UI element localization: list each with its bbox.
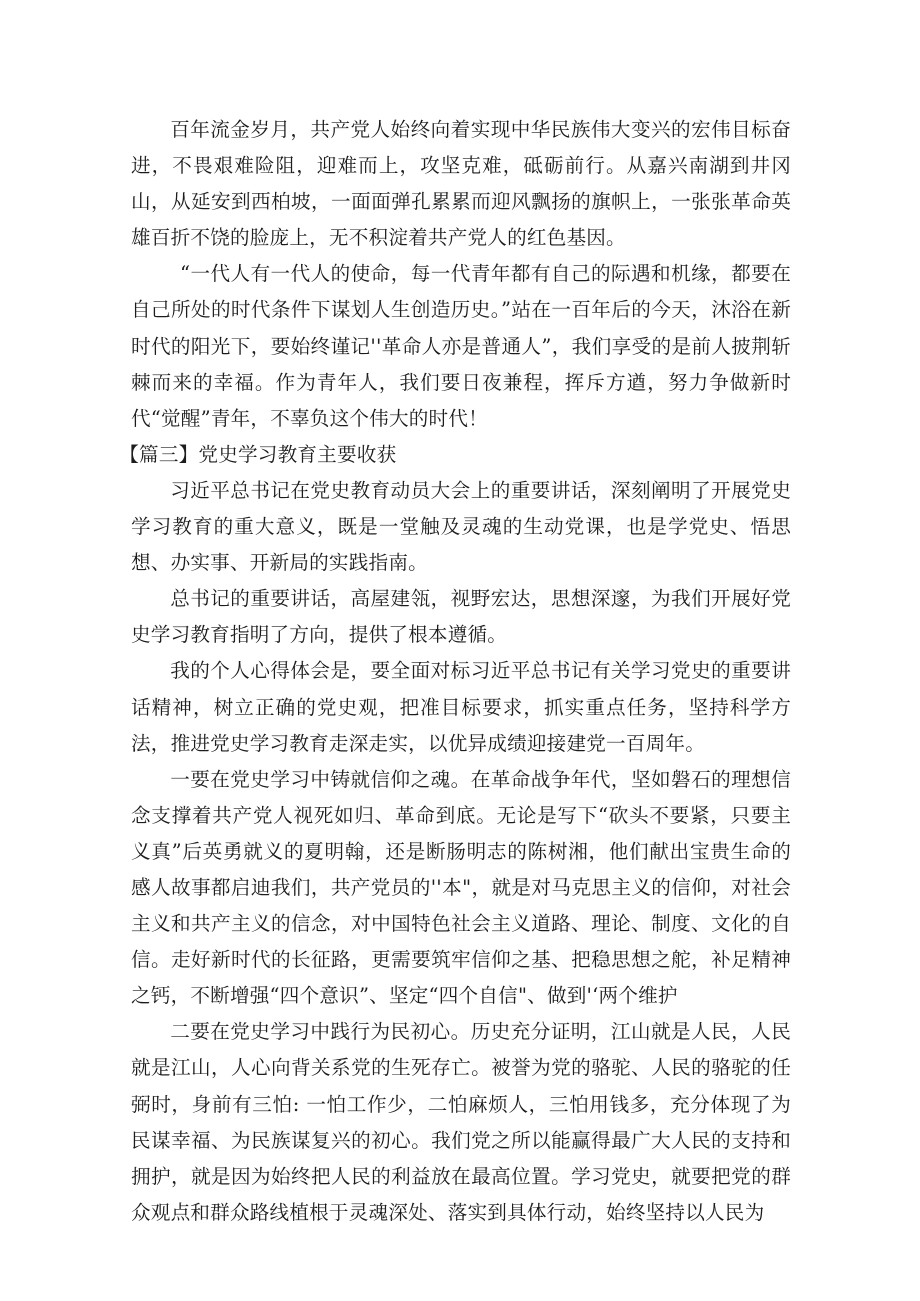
paragraph-people-first: 二要在党史学习中践行为民初心。历史充分证明，江山就是人民，人民就是江山，人心向背关系党的生死存亡。被誉为党的骆驼、人民的骆驼的任弼时，身前有三怕: 一怕工作少，二怕麻烦人，三怕用钱多，充分体现了为民谋幸福、为民族谋复兴的初心。我们党之所以能赢得最广大人民的支持和拥护，就是因为始终把人民的利益放在最高位置。学习党史，就要把党的群众观点和群众路线植根于灵魂深处、落实到具体行动，始终坚持以人民为 — [131, 1020, 791, 1224]
paragraph-hundred-years: 百年流金岁月，共产党人始终向着实现中华民族伟大变兴的宏伟目标奋进，不畏艰难险阻，迎难而上，攻坚克难，砥砺前行。从嘉兴南湖到井冈山，从延安到西柏坡，一面面弹孔累累而迎风飘扬的旗帜上，一张张革命英雄百折不饶的脸庞上，无不积淀着共产党人的红色基因。 — [131, 118, 791, 250]
paragraph-faith-soul: 一要在党史学习中铸就信仰之魂。在革命战争年代，坚如磐石的理想信念支撑着共产党人视死如归、革命到底。无论是写下“砍头不要紧，只要主义真”后英勇就义的夏明翰，还是断肠明志的陈树湘，他们献出宝贵生命的感人故事都启迪我们，共产党员的''本"，就是对马克思主义的信仰，对社会主义和共产主义的信念，对中国特色社会主义道路、理论、制度、文化的自信。走好新时代的长征路，更需要筑牢信仰之基、把稳思想之舵，补足精神之钙，不断增强“四个意识”、坚定“四个自信"、做到'‘两个维护 — [131, 767, 791, 1008]
paragraph-youth-mission: “一代人有一代人的使命，每一代青年都有自己的际遇和机缘，都要在自己所处的时代条件下谋划人生创造历史。”站在一百年后的今天，沐浴在新时代的阳光下，要始终谨记''革命人亦是普通人”，我们享受的是前人披荆斩棘而来的幸福。作为青年人，我们要日夜兼程，挥斥方遒，努力争做新时代“觉醒”青年，不辜负这个伟大的时代！ — [131, 262, 791, 430]
paragraph-speech-significance: 习近平总书记在党史教育动员大会上的重要讲话，深刻阐明了开展党史学习教育的重大意义，既是一堂触及灵魂的生动党课，也是学党史、悟思想、办实事、开新局的实践指南。 — [131, 478, 791, 575]
paragraph-speech-direction: 总书记的重要讲话，高屋建瓴，视野宏达，思想深邃，为我们开展好党史学习教育指明了方向，提供了根本遵循。 — [131, 587, 791, 647]
paragraph-personal-insight: 我的个人心得体会是，要全面对标习近平总书记有关学习党史的重要讲话精神，树立正确的党史观，把准目标要求，抓实重点任务，坚持科学方法，推进党史学习教育走深走实，以优异成绩迎接建党一百周年。 — [131, 659, 791, 755]
section-heading: 【篇三】党史学习教育主要收获 — [119, 442, 397, 466]
document-body — [119, 112, 791, 1231]
